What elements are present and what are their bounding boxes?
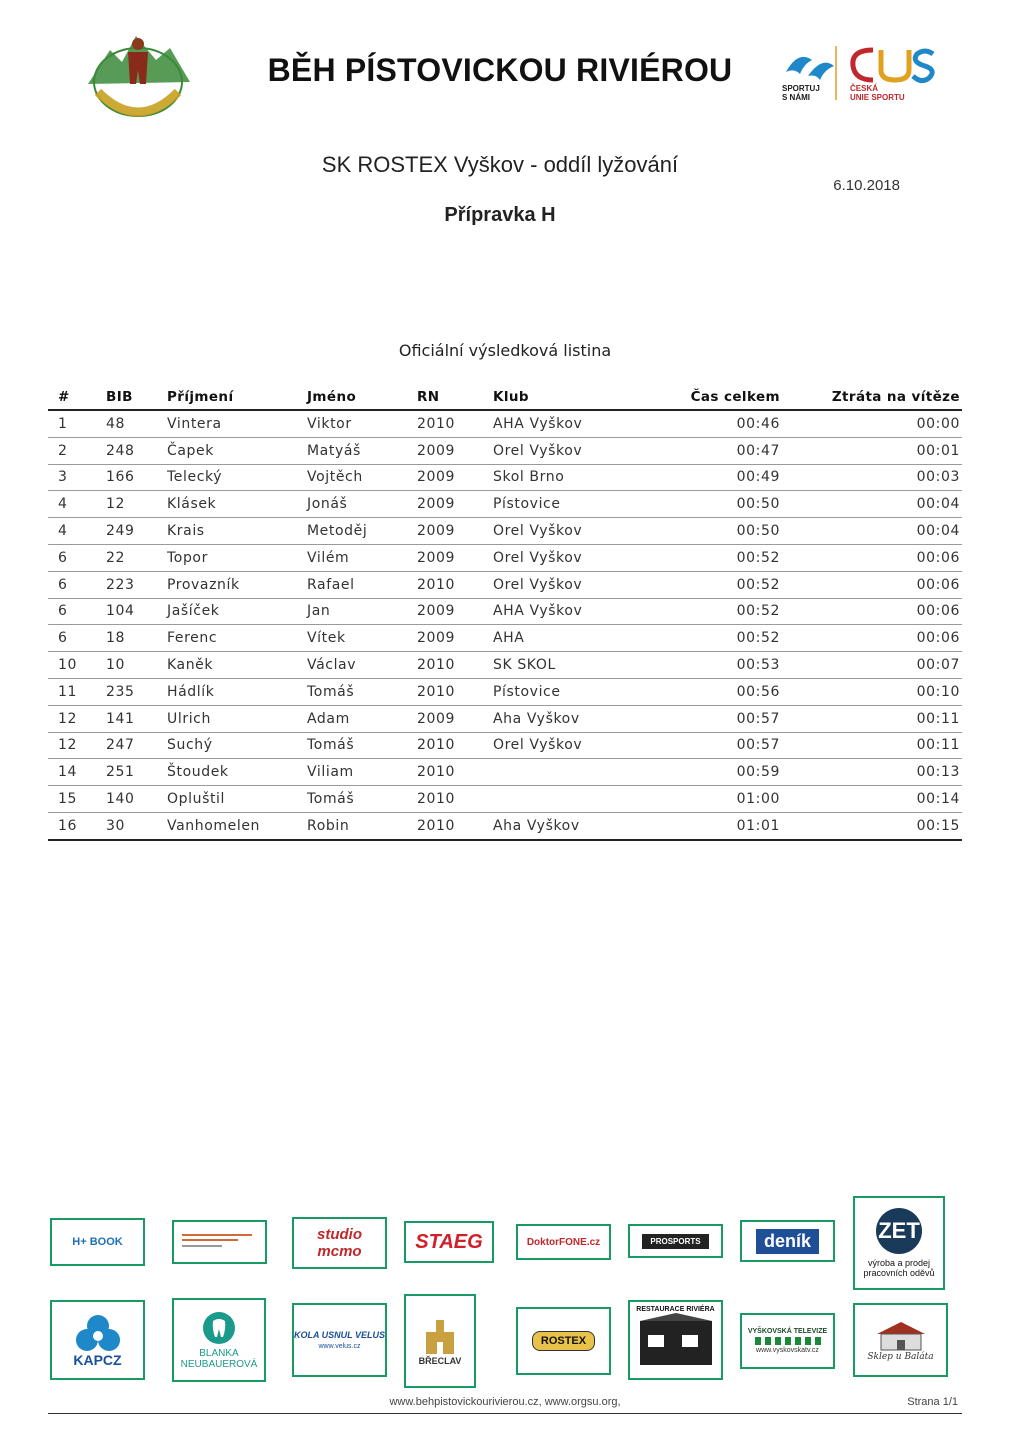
cell-bib: 223 [106, 571, 167, 598]
sponsor-label: H+ BOOK [72, 1236, 123, 1248]
cell-total-time: 01:00 [643, 786, 780, 813]
cell-first-name: Vítek [307, 625, 417, 652]
cell-first-name: Metoděj [307, 518, 417, 545]
sponsor-text-graphic [180, 1230, 260, 1254]
table-row [48, 625, 962, 652]
ceska-unie-sportu-text [850, 84, 905, 102]
sponsor-hplus-book [50, 1218, 145, 1266]
sponsor-label: STAEG [415, 1230, 483, 1253]
cell-time-behind: 00:11 [780, 705, 962, 732]
cell-club: Skol Brno [493, 464, 643, 491]
cell-time-behind: 00:13 [780, 759, 962, 786]
sponsor-label: deník [756, 1229, 819, 1254]
event-date: 6.10.2018 [833, 177, 900, 194]
sponsor-label: RESTAURACE RIVIÉRA [636, 1306, 715, 1313]
sponsor-prosports [628, 1224, 723, 1258]
cell-rank: 3 [48, 464, 106, 491]
table-row [48, 652, 962, 679]
sponsor-tagline: výroba a prodej pracovních oděvů [863, 1258, 935, 1278]
cell-birth-year: 2010 [417, 732, 493, 759]
header-club: Klub [493, 385, 643, 410]
cell-surname: Ulrich [167, 705, 307, 732]
table-row [48, 732, 962, 759]
cell-time-behind: 00:00 [780, 410, 962, 437]
cell-first-name: Vojtěch [307, 464, 417, 491]
sponsor-label: KOLA USNUL VELUS [294, 1330, 386, 1340]
cell-total-time: 00:57 [643, 732, 780, 759]
cell-time-behind: 00:06 [780, 625, 962, 652]
table-row [48, 571, 962, 598]
table-row [48, 812, 962, 839]
cell-surname: Vanhomelen [167, 812, 307, 839]
tooth-icon [202, 1311, 236, 1345]
cell-first-name: Adam [307, 705, 417, 732]
cell-surname: Jašíček [167, 598, 307, 625]
cell-birth-year: 2009 [417, 705, 493, 732]
table-row [48, 518, 962, 545]
cell-bib: 12 [106, 491, 167, 518]
cell-time-behind: 00:04 [780, 518, 962, 545]
sponsor-vyskovska-televize [740, 1313, 835, 1369]
sponsor-blanka-neubauerova [172, 1298, 266, 1382]
cell-surname: Hádlík [167, 678, 307, 705]
cell-total-time: 00:53 [643, 652, 780, 679]
cell-club: Orel Vyškov [493, 544, 643, 571]
cell-rank: 4 [48, 518, 106, 545]
results-table [48, 385, 962, 841]
sponsor-zet [853, 1196, 945, 1290]
cell-surname: Opluštil [167, 786, 307, 813]
cell-total-time: 00:52 [643, 544, 780, 571]
sport-text-line-1: SPORTUJ [782, 84, 820, 93]
cell-first-name: Jonáš [307, 491, 417, 518]
cell-club: Orel Vyškov [493, 518, 643, 545]
cell-bib: 251 [106, 759, 167, 786]
sponsor-doktorfone [516, 1224, 611, 1260]
header-birth-year: RN [417, 385, 493, 410]
cell-rank: 4 [48, 491, 106, 518]
cell-surname: Suchý [167, 732, 307, 759]
cell-surname: Topor [167, 544, 307, 571]
cell-rank: 6 [48, 598, 106, 625]
cell-birth-year: 2010 [417, 410, 493, 437]
page-number: Strana 1/1 [907, 1396, 958, 1408]
sport-text-line-2: S NÁMI [782, 93, 810, 102]
table-row [48, 678, 962, 705]
cell-bib: 249 [106, 518, 167, 545]
sponsor-kapcz [50, 1300, 145, 1380]
cell-birth-year: 2010 [417, 652, 493, 679]
kapcz-emblem [74, 1312, 122, 1352]
cell-total-time: 00:57 [643, 705, 780, 732]
sportuj-s-nami-text [782, 84, 820, 102]
cell-time-behind: 00:03 [780, 464, 962, 491]
cell-first-name: Robin [307, 812, 417, 839]
cell-bib: 10 [106, 652, 167, 679]
header-first-name: Jméno [307, 385, 417, 410]
cell-total-time: 01:01 [643, 812, 780, 839]
cell-first-name: Viliam [307, 759, 417, 786]
sponsor-label: studio mcmo [317, 1226, 362, 1260]
footer-url: www.behpistovickourivierou.cz, www.orgsu.org, [389, 1396, 621, 1408]
cell-time-behind: 00:11 [780, 732, 962, 759]
cell-time-behind: 00:14 [780, 786, 962, 813]
cell-club: AHA [493, 625, 643, 652]
sponsor-label: PROSPORTS [642, 1234, 708, 1249]
cell-birth-year: 2009 [417, 437, 493, 464]
cell-club: Aha Vyškov [493, 812, 643, 839]
cell-surname: Provazník [167, 571, 307, 598]
restaurant-building-graphic [636, 1313, 716, 1367]
cell-total-time: 00:50 [643, 491, 780, 518]
cell-birth-year: 2009 [417, 598, 493, 625]
cell-surname: Kaněk [167, 652, 307, 679]
cell-time-behind: 00:15 [780, 812, 962, 839]
cell-time-behind: 00:04 [780, 491, 962, 518]
cell-bib: 140 [106, 786, 167, 813]
cell-club: Aha Vyškov [493, 705, 643, 732]
results-list-title: Oficiální výsledková listina [398, 341, 612, 360]
cell-surname: Čapek [167, 437, 307, 464]
cell-birth-year: 2009 [417, 518, 493, 545]
cell-total-time: 00:59 [643, 759, 780, 786]
cell-first-name: Viktor [307, 410, 417, 437]
sponsor-restaurace-riviera [628, 1300, 723, 1380]
header-rank: # [48, 385, 106, 410]
cell-rank: 10 [48, 652, 106, 679]
cell-rank: 6 [48, 544, 106, 571]
cell-club: Orel Vyškov [493, 571, 643, 598]
results-body [48, 410, 962, 840]
event-logo [78, 22, 198, 122]
cell-first-name: Jan [307, 598, 417, 625]
cell-total-time: 00:52 [643, 571, 780, 598]
cus-text-line-2: UNIE SPORTU [850, 93, 905, 102]
cell-time-behind: 00:06 [780, 571, 962, 598]
header-total-time: Čas celkem [643, 385, 780, 410]
header-bib: BIB [106, 385, 167, 410]
cell-rank: 15 [48, 786, 106, 813]
sponsor-label: ZET [876, 1208, 922, 1254]
cell-club: AHA Vyškov [493, 410, 643, 437]
header-surname: Příjmení [167, 385, 307, 410]
cell-surname: Ferenc [167, 625, 307, 652]
cell-total-time: 00:47 [643, 437, 780, 464]
cell-first-name: Václav [307, 652, 417, 679]
cell-bib: 30 [106, 812, 167, 839]
sponsor-sklep-u-balata [853, 1303, 948, 1377]
cell-rank: 1 [48, 410, 106, 437]
cell-bib: 248 [106, 437, 167, 464]
sponsor-staeg [404, 1221, 494, 1263]
cell-bib: 235 [106, 678, 167, 705]
organizer: SK ROSTEX Vyškov - oddíl lyžování [321, 152, 679, 177]
cell-time-behind: 00:10 [780, 678, 962, 705]
event-title: BĚH PÍSTOVICKOU RIVIÉROU [267, 52, 733, 88]
cell-time-behind: 00:01 [780, 437, 962, 464]
cell-club [493, 759, 643, 786]
table-row [48, 786, 962, 813]
cell-rank: 11 [48, 678, 106, 705]
cell-first-name: Vilém [307, 544, 417, 571]
table-row [48, 491, 962, 518]
cell-bib: 104 [106, 598, 167, 625]
tv-stripes-graphic [753, 1335, 823, 1347]
cell-bib: 48 [106, 410, 167, 437]
sponsor-label: VYŠKOVSKÁ TELEVIZE [747, 1328, 828, 1335]
table-row [48, 705, 962, 732]
cell-bib: 141 [106, 705, 167, 732]
cell-total-time: 00:49 [643, 464, 780, 491]
cell-first-name: Rafael [307, 571, 417, 598]
cell-first-name: Tomáš [307, 732, 417, 759]
cell-club: AHA Vyškov [493, 598, 643, 625]
sponsor-denik [740, 1220, 835, 1262]
cell-club: SK SKOL [493, 652, 643, 679]
cell-birth-year: 2010 [417, 759, 493, 786]
cell-birth-year: 2010 [417, 678, 493, 705]
sportuj-s-nami-logo [778, 44, 838, 114]
cell-bib: 247 [106, 732, 167, 759]
cell-surname: Štoudek [167, 759, 307, 786]
cell-surname: Klásek [167, 491, 307, 518]
cell-rank: 6 [48, 571, 106, 598]
cell-total-time: 00:56 [643, 678, 780, 705]
castle-icon [422, 1316, 458, 1356]
table-row [48, 410, 962, 437]
cell-first-name: Tomáš [307, 678, 417, 705]
cell-surname: Vintera [167, 410, 307, 437]
sponsor-studio-mcmo [292, 1217, 387, 1269]
sponsor-label: BŘECLAV [418, 1356, 462, 1366]
cell-rank: 2 [48, 437, 106, 464]
cell-total-time: 00:52 [643, 625, 780, 652]
cell-surname: Krais [167, 518, 307, 545]
table-row [48, 598, 962, 625]
table-row [48, 544, 962, 571]
cell-surname: Telecký [167, 464, 307, 491]
sponsor-url: www.vyskovskatv.cz [756, 1347, 819, 1354]
cell-club: Orel Vyškov [493, 437, 643, 464]
cell-total-time: 00:50 [643, 518, 780, 545]
footer-divider [48, 1413, 962, 1414]
cell-total-time: 00:52 [643, 598, 780, 625]
sponsor-label: ROSTEX [532, 1331, 595, 1351]
table-row [48, 759, 962, 786]
cus-text-line-1: ČESKÁ [850, 84, 879, 93]
sponsor-rostex [516, 1307, 611, 1375]
table-row [48, 464, 962, 491]
cell-time-behind: 00:07 [780, 652, 962, 679]
cell-birth-year: 2009 [417, 544, 493, 571]
cell-rank: 16 [48, 812, 106, 839]
cell-bib: 166 [106, 464, 167, 491]
sponsor-velus [292, 1303, 387, 1377]
sponsor-label: KAPCZ [73, 1352, 122, 1368]
sponsor-url: www.velus.cz [318, 1343, 361, 1350]
cell-rank: 12 [48, 732, 106, 759]
cell-first-name: Tomáš [307, 786, 417, 813]
cell-club: Orel Vyškov [493, 732, 643, 759]
table-row [48, 437, 962, 464]
sponsor-small-text-logo [172, 1220, 267, 1264]
cellar-building-graphic [871, 1318, 931, 1352]
cell-total-time: 00:46 [643, 410, 780, 437]
cell-birth-year: 2009 [417, 464, 493, 491]
cell-club: Pístovice [493, 678, 643, 705]
sponsor-breclav [404, 1294, 476, 1388]
cell-bib: 22 [106, 544, 167, 571]
cell-rank: 12 [48, 705, 106, 732]
category-title: Přípravka H [444, 204, 556, 226]
table-header-row [48, 385, 962, 410]
cell-rank: 6 [48, 625, 106, 652]
cell-rank: 14 [48, 759, 106, 786]
cell-club [493, 786, 643, 813]
header-time-behind: Ztráta na vítěze [780, 385, 962, 410]
cell-birth-year: 2010 [417, 571, 493, 598]
cell-birth-year: 2010 [417, 812, 493, 839]
cell-first-name: Matyáš [307, 437, 417, 464]
sponsor-label: Sklep u Baláta [867, 1352, 934, 1362]
cell-bib: 18 [106, 625, 167, 652]
cell-time-behind: 00:06 [780, 598, 962, 625]
cell-birth-year: 2010 [417, 786, 493, 813]
sponsor-label: BLANKA NEUBAUEROVÁ [180, 1347, 258, 1370]
cell-club: Pístovice [493, 491, 643, 518]
cell-birth-year: 2009 [417, 625, 493, 652]
cell-time-behind: 00:06 [780, 544, 962, 571]
cell-birth-year: 2009 [417, 491, 493, 518]
sponsor-label: DoktorFONE.cz [526, 1236, 601, 1248]
